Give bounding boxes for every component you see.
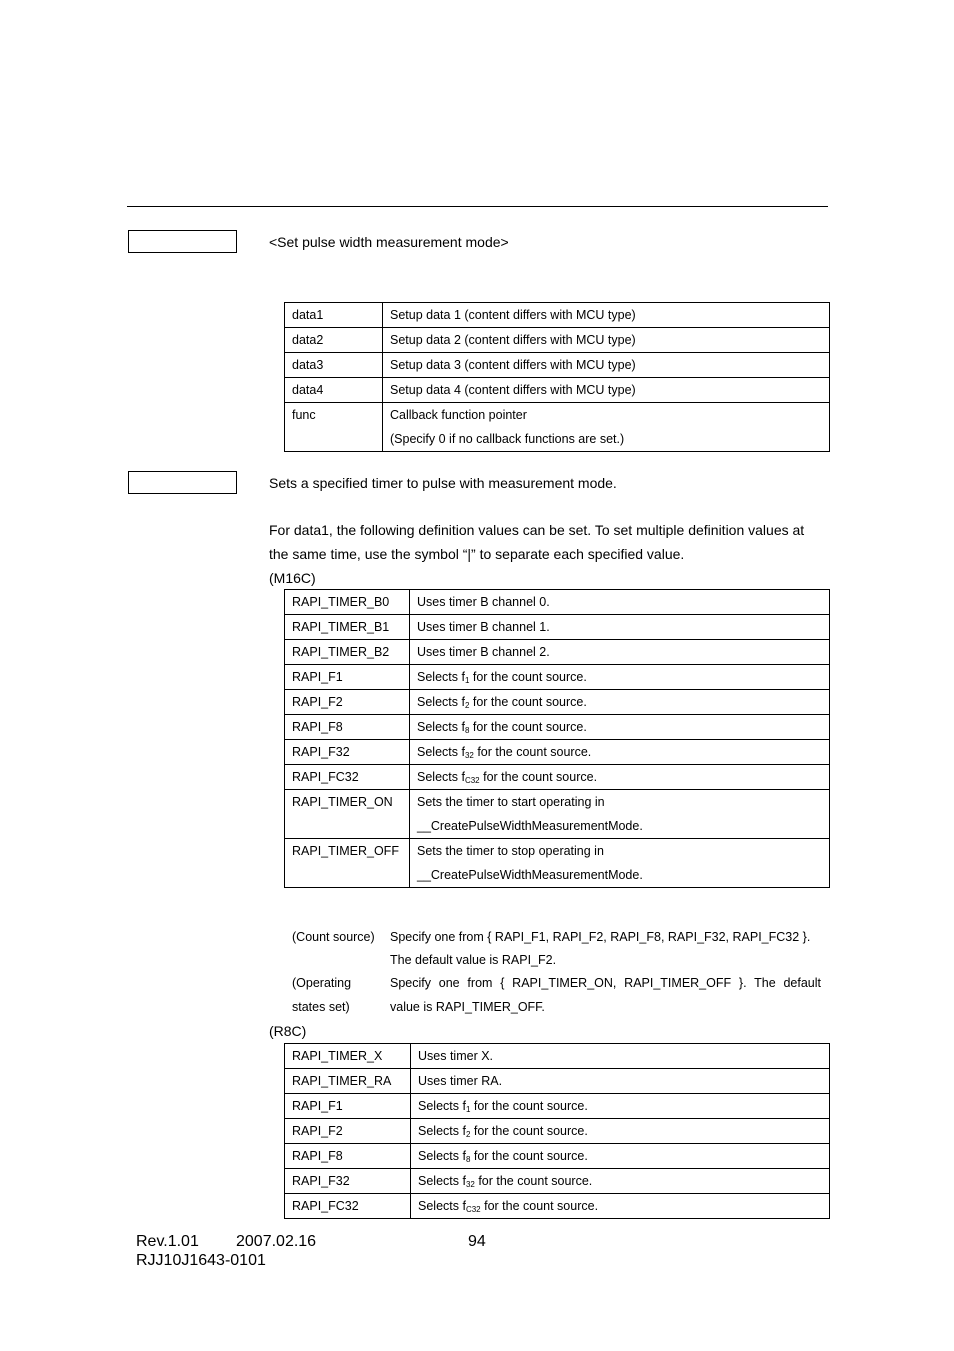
description-text: Selects f xyxy=(417,745,465,759)
description-text-tail: for the count source. xyxy=(479,770,598,784)
description-text-tail: for the count source. xyxy=(473,745,592,759)
m16c-table-row xyxy=(285,615,830,640)
definition-description xyxy=(410,640,830,665)
definition-name: RAPI_TIMER_B0 xyxy=(285,590,410,615)
description-text: Selects f xyxy=(418,1174,466,1188)
definition-name: RAPI_F8 xyxy=(285,715,410,740)
description-text: Uses timer B channel 2. xyxy=(417,645,550,659)
m16c-table-row xyxy=(285,790,830,839)
definition-name: RAPI_F8 xyxy=(285,1144,411,1169)
definition-description xyxy=(410,590,830,615)
r8c-table-row xyxy=(285,1169,830,1194)
definition-description xyxy=(410,740,830,765)
arguments-table xyxy=(284,302,830,452)
definition-description-line xyxy=(418,1094,822,1118)
description-text: Uses timer RA. xyxy=(418,1074,503,1088)
argument-description xyxy=(383,378,830,403)
definition-description xyxy=(411,1169,830,1194)
count-source-label: (Count source) xyxy=(292,930,375,944)
section-description: <Set pulse width measurement mode> xyxy=(269,234,509,250)
definition-name: RAPI_TIMER_X xyxy=(285,1044,411,1069)
definition-description-line xyxy=(418,1044,822,1068)
argument-description-line: (Specify 0 if no callback functions are set.) xyxy=(390,432,625,446)
clock-subscript: 1 xyxy=(465,1105,471,1114)
definition-description xyxy=(410,715,830,740)
operating-states-label-1: (Operating xyxy=(292,976,352,990)
arguments-table-row xyxy=(285,403,830,452)
description-text: Selects f xyxy=(418,1149,466,1163)
description-text: Selects f xyxy=(417,670,465,684)
argument-name: data3 xyxy=(285,353,383,378)
arguments-table-row xyxy=(285,378,830,403)
definition-description xyxy=(411,1119,830,1144)
count-source-line-2: The default value is RAPI_F2. xyxy=(390,953,557,967)
r8c-table-row xyxy=(285,1119,830,1144)
definition-description-line xyxy=(417,615,822,639)
r8c-label: (R8C) xyxy=(269,1023,307,1039)
definition-name: RAPI_F32 xyxy=(285,1169,411,1194)
definition-description xyxy=(410,790,830,839)
operating-states-label-2: states set) xyxy=(292,1000,350,1014)
definition-name: RAPI_F2 xyxy=(285,690,410,715)
description-text: Selects f xyxy=(418,1199,466,1213)
definition-description xyxy=(411,1144,830,1169)
definition-description xyxy=(410,765,830,790)
definition-name: RAPI_FC32 xyxy=(285,765,410,790)
description-text-tail: for the count source. xyxy=(469,670,587,684)
header-rule xyxy=(127,206,828,207)
description-text-tail: for the count source. xyxy=(480,1199,599,1213)
description-text: Selects f xyxy=(417,695,465,709)
argument-name: data1 xyxy=(285,303,383,328)
clock-subscript: C32 xyxy=(465,1205,481,1214)
definition-description xyxy=(411,1194,830,1219)
description-text-tail: for the count source. xyxy=(470,1099,588,1113)
arguments-table-row xyxy=(285,303,830,328)
description-text: Uses timer B channel 1. xyxy=(417,620,550,634)
r8c-table-row xyxy=(285,1144,830,1169)
argument-name: data4 xyxy=(285,378,383,403)
description-text: Selects f xyxy=(417,770,465,784)
m16c-table-row xyxy=(285,640,830,665)
arguments-table-row xyxy=(285,328,830,353)
operating-states-line-1: Specify one from { RAPI_TIMER_ON, RAPI_TIMER_OFF }. The default xyxy=(390,976,821,990)
definition-description-line xyxy=(418,1119,822,1143)
paragraph-line-1: For data1, the following definition values can be set. To set multiple definition values at xyxy=(269,522,805,538)
m16c-table-row xyxy=(285,765,830,790)
description-text-tail: for the count source. xyxy=(470,1124,588,1138)
paragraph-line-2: the same time, use the symbol “|” to separate each specified value. xyxy=(269,546,685,562)
definition-description-line xyxy=(418,1169,822,1193)
description-text-tail: for the count source. xyxy=(469,720,587,734)
argument-description xyxy=(383,403,830,452)
definition-description-line xyxy=(418,1069,822,1093)
count-source-line-1: Specify one from { RAPI_F1, RAPI_F2, RAPI_F8, RAPI_F32, RAPI_FC32 }. xyxy=(390,930,811,944)
description-text: Selects f xyxy=(417,720,465,734)
definition-description-line xyxy=(417,590,822,614)
argument-name: data2 xyxy=(285,328,383,353)
m16c-table-row xyxy=(285,740,830,765)
definition-description xyxy=(410,665,830,690)
section-label-box-1 xyxy=(128,230,237,253)
description-text-tail: for the count source. xyxy=(469,695,587,709)
section-label-box-2 xyxy=(128,471,237,494)
definition-name: RAPI_F32 xyxy=(285,740,410,765)
m16c-definitions-table xyxy=(284,589,830,888)
footer-date: 2007.02.16 xyxy=(236,1233,317,1250)
definition-name: RAPI_TIMER_B2 xyxy=(285,640,410,665)
definition-description-line-2: __CreatePulseWidthMeasurementMode. xyxy=(417,819,643,833)
argument-description-line: Setup data 4 (content differs with MCU type) xyxy=(390,383,636,397)
footer-revision: Rev.1.01 xyxy=(136,1233,199,1250)
clock-subscript: C32 xyxy=(464,776,480,785)
definition-description xyxy=(410,615,830,640)
r8c-definitions-table xyxy=(284,1043,830,1219)
definition-description xyxy=(411,1094,830,1119)
description-text: Sets the timer to stop operating in xyxy=(417,844,604,858)
r8c-table-row xyxy=(285,1044,830,1069)
definition-name: RAPI_TIMER_RA xyxy=(285,1069,411,1094)
definition-description xyxy=(411,1069,830,1094)
description-text-tail: for the count source. xyxy=(470,1149,588,1163)
argument-description xyxy=(383,353,830,378)
definition-description-line xyxy=(417,690,822,714)
description-text: Uses timer X. xyxy=(418,1049,494,1063)
clock-subscript: 8 xyxy=(464,726,470,735)
m16c-label: (M16C) xyxy=(269,570,316,586)
definition-description-line xyxy=(417,839,822,863)
clock-subscript: 32 xyxy=(465,1180,475,1189)
r8c-table-row xyxy=(285,1069,830,1094)
definition-name: RAPI_F2 xyxy=(285,1119,411,1144)
definition-name: RAPI_FC32 xyxy=(285,1194,411,1219)
argument-description-line: Setup data 2 (content differs with MCU type) xyxy=(390,333,636,347)
page-number: 94 xyxy=(468,1233,486,1250)
definition-description-line-2: __CreatePulseWidthMeasurementMode. xyxy=(417,868,643,882)
definition-description-line xyxy=(417,790,822,814)
description-text: Selects f xyxy=(418,1124,466,1138)
m16c-table-row xyxy=(285,690,830,715)
clock-subscript: 32 xyxy=(464,751,474,760)
definition-name: RAPI_TIMER_OFF xyxy=(285,839,410,888)
definition-description-line xyxy=(417,765,822,789)
definition-description xyxy=(410,839,830,888)
definition-name: RAPI_TIMER_B1 xyxy=(285,615,410,640)
argument-name: func xyxy=(285,403,383,452)
definition-name: RAPI_F1 xyxy=(285,665,410,690)
m16c-table-row xyxy=(285,665,830,690)
clock-subscript: 2 xyxy=(464,701,470,710)
m16c-table-row xyxy=(285,590,830,615)
description-text: Selects f xyxy=(418,1099,466,1113)
clock-subscript: 1 xyxy=(464,676,470,685)
r8c-table-row xyxy=(285,1194,830,1219)
definition-description xyxy=(411,1044,830,1069)
description-text-tail: for the count source. xyxy=(474,1174,593,1188)
function-description: Sets a specified timer to pulse with measurement mode. xyxy=(269,475,617,491)
arguments-table-row xyxy=(285,353,830,378)
m16c-table-row xyxy=(285,715,830,740)
argument-description-line: Setup data 1 (content differs with MCU type) xyxy=(390,308,636,322)
argument-description-line: Setup data 3 (content differs with MCU type) xyxy=(390,358,636,372)
definition-description-line xyxy=(417,715,822,739)
definition-description-line xyxy=(418,1144,822,1168)
definition-description-line xyxy=(418,1194,822,1218)
clock-subscript: 8 xyxy=(465,1155,471,1164)
r8c-table-row xyxy=(285,1094,830,1119)
argument-description-line: Callback function pointer xyxy=(390,408,527,422)
definition-description-line xyxy=(417,740,822,764)
definition-name: RAPI_TIMER_ON xyxy=(285,790,410,839)
footer-document-id: RJJ10J1643-0101 xyxy=(136,1252,266,1269)
operating-states-line-2: value is RAPI_TIMER_OFF. xyxy=(390,1000,545,1014)
definition-description-line xyxy=(417,640,822,664)
description-text: Uses timer B channel 0. xyxy=(417,595,550,609)
m16c-table-row xyxy=(285,839,830,888)
definition-name: RAPI_F1 xyxy=(285,1094,411,1119)
argument-description xyxy=(383,328,830,353)
description-text: Sets the timer to start operating in xyxy=(417,795,605,809)
definition-description xyxy=(410,690,830,715)
clock-subscript: 2 xyxy=(465,1130,471,1139)
definition-description-line xyxy=(417,665,822,689)
argument-description xyxy=(383,303,830,328)
